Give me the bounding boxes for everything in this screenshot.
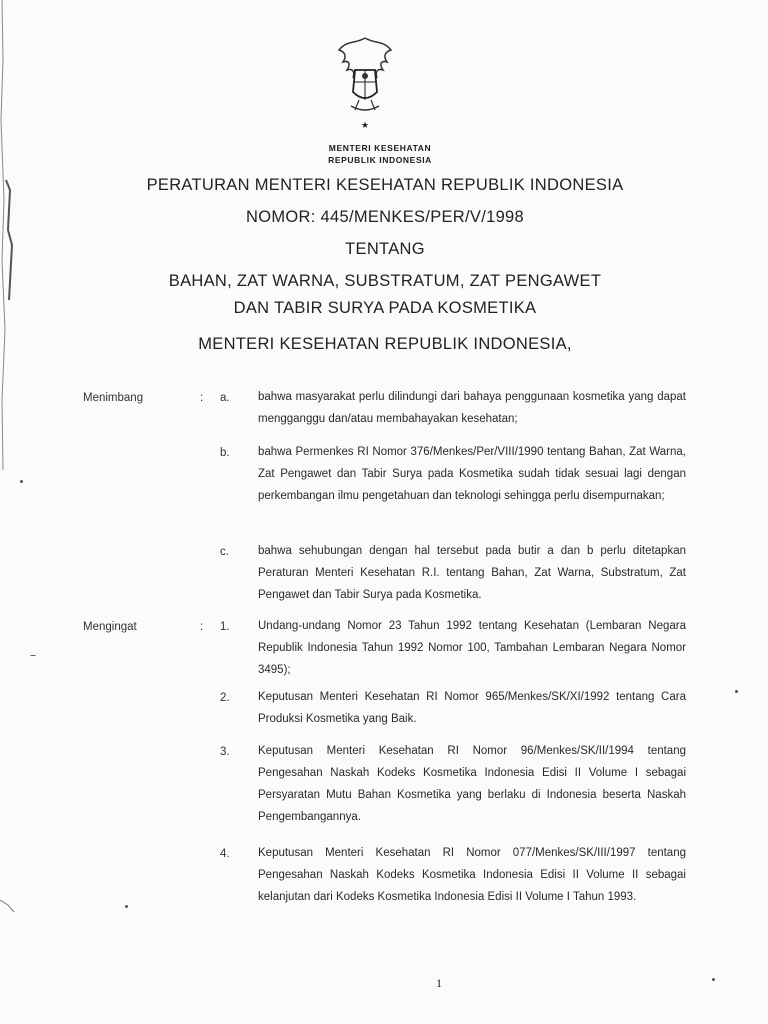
issuer-heading: MENTERI KESEHATAN REPUBLIK INDONESIA, bbox=[198, 335, 572, 353]
regulation-subject-line1: BAHAN, ZAT WARNA, SUBSTRATUM, ZAT PENGAWET bbox=[168, 272, 602, 290]
svg-text:★: ★ bbox=[360, 121, 370, 130]
scan-edge-artifact bbox=[0, 0, 22, 1024]
ministry-name-line1: MENTERI KESEHATAN bbox=[328, 143, 432, 153]
mengingat-item-marker: 3. bbox=[220, 746, 230, 758]
ministry-name-line2: REPUBLIK INDONESIA bbox=[328, 155, 432, 165]
mengingat-item-text: Keputusan Menteri Kesehatan RI Nomor 077/Menkes/SK/III/1997 tentang Pengesahan Naskah Kodeks Kosmetika Indonesia Edisi II Volume II sebagai kelanjutan dari Kodeks Kosmetika Indonesia Edisi II Volume I Tahun 1993. bbox=[258, 847, 686, 903]
menimbang-item-text: bahwa Permenkes RI Nomor 376/Menkes/Per/VIII/1990 tentang Bahan, Zat Warna, Zat Pengawet dan Tabir Surya pada Kosmetika sudah tidak sesuai lagi dengan perkembangan ilmu pengetahuan dan teknologi sehingga perlu disempurnakan; bbox=[258, 446, 686, 502]
garuda-emblem-icon bbox=[325, 30, 405, 130]
regulation-title: PERATURAN MENTERI KESEHATAN REPUBLIK INDONESIA bbox=[146, 176, 624, 194]
mengingat-colon: : bbox=[200, 621, 204, 633]
mengingat-item-marker: 4. bbox=[220, 848, 230, 860]
mengingat-item-text: Keputusan Menteri Kesehatan RI Nomor 965/Menkes/SK/XI/1992 tentang Cara Produksi Kosmetika yang Baik. bbox=[258, 691, 686, 725]
menimbang-item-marker: a. bbox=[220, 392, 230, 404]
scan-speck bbox=[30, 655, 36, 656]
regulation-about-heading: TENTANG bbox=[345, 240, 425, 258]
mengingat-item-text: Keputusan Menteri Kesehatan RI Nomor 96/Menkes/SK/II/1994 tentang Pengesahan Naskah Kodeks Kosmetika Indonesia Edisi II Volume I sebagai Persyaratan Mutu Bahan Kosmetika yang berlaku di Indonesia beserta Naskah Pengembangannya. bbox=[258, 745, 686, 823]
menimbang-colon: : bbox=[200, 392, 204, 404]
scan-speck bbox=[735, 690, 738, 693]
scan-speck bbox=[20, 480, 23, 483]
mengingat-item-marker: 1. bbox=[220, 621, 230, 633]
page-number: 1 bbox=[436, 976, 442, 990]
menimbang-item-marker: c. bbox=[220, 546, 229, 558]
mengingat-item-marker: 2. bbox=[220, 692, 230, 704]
menimbang-item-marker: b. bbox=[220, 447, 230, 459]
scan-speck bbox=[125, 905, 128, 908]
mengingat-label: Mengingat bbox=[83, 621, 137, 633]
regulation-number: NOMOR: 445/MENKES/PER/V/1998 bbox=[246, 208, 524, 226]
scan-speck bbox=[712, 978, 715, 981]
menimbang-item-text: bahwa masyarakat perlu dilindungi dari bahaya penggunaan kosmetika yang dapat mengganggu dan/atau membahayakan kesehatan; bbox=[258, 391, 686, 425]
menimbang-item-text: bahwa sehubungan dengan hal tersebut pada butir a dan b perlu ditetapkan Peraturan Menteri Kesehatan R.I. tentang Bahan, Zat Warna, Substratum, Zat Pengawet dan Tabir Surya pada Kosmetika. bbox=[258, 545, 686, 601]
regulation-subject-line2: DAN TABIR SURYA PADA KOSMETIKA bbox=[233, 299, 537, 317]
menimbang-label: Menimbang bbox=[83, 392, 144, 404]
mengingat-item-text: Undang-undang Nomor 23 Tahun 1992 tentang Kesehatan (Lembaran Negara Republik Indonesia Tahun 1992 Nomor 100, Tambahan Lembaran Negara Nomor 3495); bbox=[258, 620, 686, 676]
